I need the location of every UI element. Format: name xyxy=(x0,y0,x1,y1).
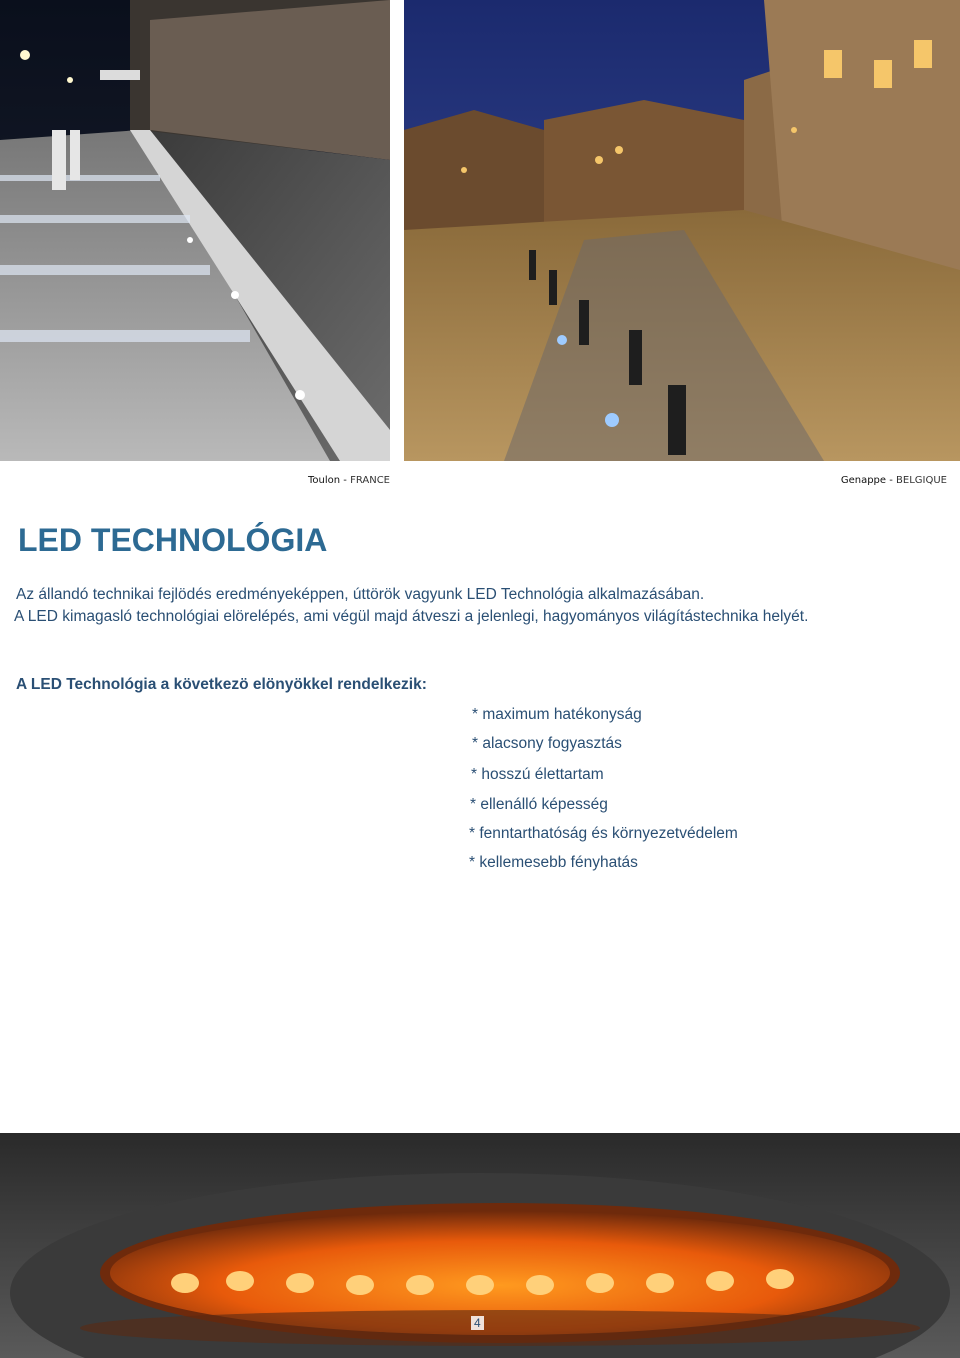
page-title: LED TECHNOLÓGIA xyxy=(18,522,328,558)
benefit-item: * kellemesebb fényhatás xyxy=(469,854,638,871)
benefit-item: * alacsony fogyasztás xyxy=(472,735,622,752)
benefit-item: * hosszú élettartam xyxy=(471,766,604,783)
caption-country: BELGIQUE xyxy=(896,475,947,486)
caption-genappe xyxy=(841,475,947,486)
caption-separator: - xyxy=(340,475,351,486)
benefit-item: * fenntarthatóság és környezetvédelem xyxy=(469,825,738,842)
caption-city: Genappe xyxy=(840,475,887,486)
caption-country: FRANCE xyxy=(350,475,390,486)
benefit-item: * ellenálló képesség xyxy=(470,796,608,813)
photo-toulon-street xyxy=(0,0,390,461)
intro-paragraph-1: Az állandó technikai fejlödés eredményeképpen, úttörök vagyunk LED Technológia alkalmazásában. xyxy=(16,586,705,603)
benefit-item: * maximum hatékonyság xyxy=(472,706,642,723)
page-number: 4 xyxy=(471,1316,484,1330)
intro-paragraph-2: A LED kimagasló technológiai elörelépés, ami végül majd átveszi a jelenlegi, hagyományos világítástechnika helyét. xyxy=(14,608,809,625)
photo-genappe-square xyxy=(404,0,960,461)
caption-toulon xyxy=(308,475,390,486)
caption-city: Toulon xyxy=(308,475,341,486)
benefits-heading: A LED Technológia a következö elönyökkel rendelkezik: xyxy=(16,676,427,693)
caption-separator: - xyxy=(886,475,897,486)
